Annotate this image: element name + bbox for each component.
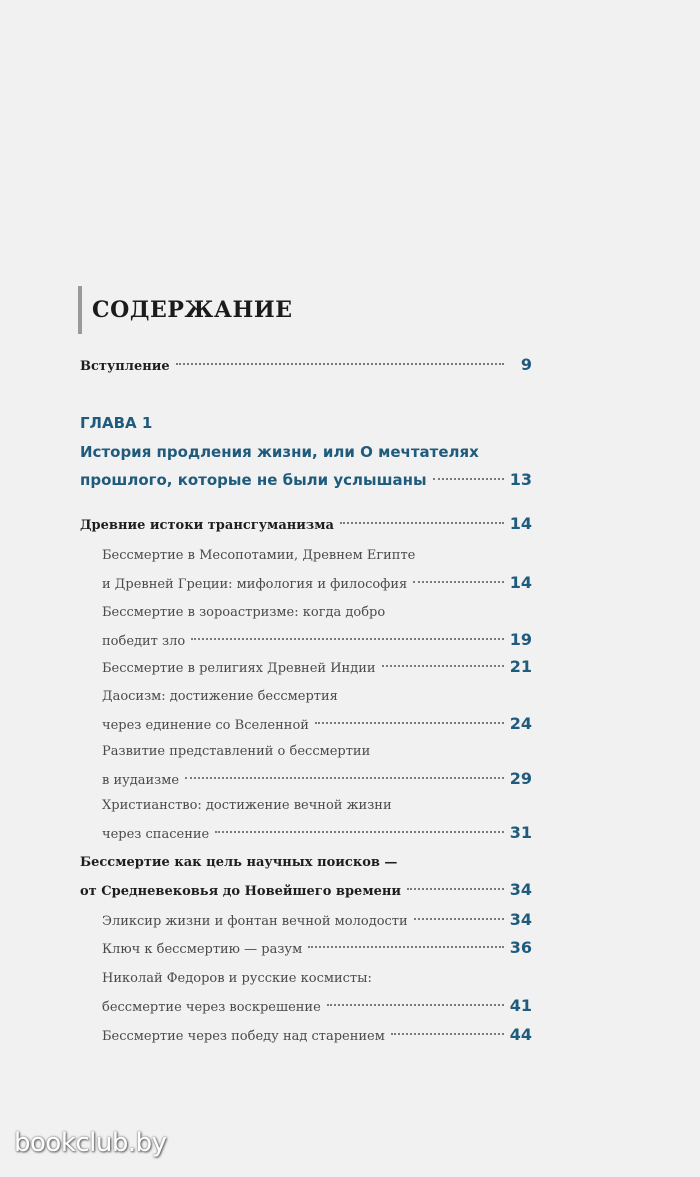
dot-leader <box>215 831 504 833</box>
toc-entry-subsection[interactable] <box>80 792 532 846</box>
dot-leader <box>382 665 504 667</box>
dot-leader <box>413 581 504 583</box>
toc-entry-title: Эликсир жизни и фонтан вечной молодости <box>102 914 408 929</box>
toc-page-number: 24 <box>509 714 532 733</box>
dot-leader <box>315 722 504 724</box>
toc-entry-section[interactable] <box>80 849 532 903</box>
toc-entry-title: бессмертие через воскрешение <box>102 1000 321 1015</box>
toc-entry-subsection[interactable] <box>80 542 532 596</box>
toc-entry-section[interactable] <box>80 510 532 537</box>
dot-leader <box>340 522 504 524</box>
toc-entry-title: Древние истоки трансгуманизма <box>80 518 334 533</box>
toc-entry-intro[interactable] <box>80 351 532 378</box>
toc-entry-subsection[interactable] <box>80 599 532 653</box>
dot-leader <box>433 478 504 480</box>
toc-entry-chapter[interactable] <box>80 439 532 493</box>
chapter-title-line: прошлого, которые не были услышаны <box>80 471 427 489</box>
chapter-title-line: История продления жизни, или О мечтателях <box>80 443 479 461</box>
toc-page-number: 14 <box>509 514 532 533</box>
dot-leader <box>414 918 504 920</box>
dot-leader <box>176 363 504 365</box>
toc-entry-title: Бессмертие как цель научных поисков — <box>80 855 398 870</box>
toc-entry-subsection[interactable] <box>80 653 532 680</box>
toc-page-number: 34 <box>509 910 532 929</box>
dot-leader <box>391 1033 504 1035</box>
toc-entry-title: победит зло <box>102 634 186 649</box>
toc-page-number: 14 <box>509 573 532 592</box>
toc-page-number: 29 <box>509 769 532 788</box>
toc-entry-subsection[interactable] <box>80 934 532 961</box>
toc-entry-title: Бессмертие в зороастризме: когда добро <box>102 605 386 620</box>
toc-entry-title: и Древней Греции: мифология и философия <box>102 577 408 592</box>
toc-entry-title: через спасение <box>102 827 210 842</box>
toc-entry-title: Ключ к бессмертию — разум <box>102 942 303 957</box>
toc-page-number: 44 <box>509 1025 532 1044</box>
toc-entry-title: Николай Федоров и русские космисты: <box>102 971 372 986</box>
toc-page-number: 31 <box>509 823 532 842</box>
dot-leader <box>327 1004 504 1006</box>
dot-leader <box>308 946 504 948</box>
toc-entry-title: Даосизм: достижение бессмертия <box>102 689 338 704</box>
chapter-label: ГЛАВА 1 <box>80 414 153 432</box>
dot-leader <box>191 638 504 640</box>
toc-entry-subsection[interactable] <box>80 906 532 933</box>
dot-leader <box>407 888 504 890</box>
toc-entry-title: Христианство: достижение вечной жизни <box>102 798 392 813</box>
toc-page-number: 13 <box>509 470 532 489</box>
page-title: СОДЕРЖАНИЕ <box>78 286 293 334</box>
toc-entry-title: через единение со Вселенной <box>102 718 309 733</box>
toc-entry-subsection[interactable] <box>80 965 532 1019</box>
toc-entry-title: Вступление <box>80 359 170 374</box>
toc-entry-title: Развитие представлений о бессмертии <box>102 744 371 759</box>
toc-entry-subsection[interactable] <box>80 738 532 792</box>
toc-entry-subsection[interactable] <box>80 1021 532 1048</box>
toc-page-number: 34 <box>509 880 532 899</box>
dot-leader <box>185 777 504 779</box>
toc-entry-title: Бессмертие в Месопотамии, Древнем Египте <box>102 548 416 563</box>
toc-entry-title: Бессмертие в религиях Древней Индии <box>102 661 376 676</box>
toc-page-number: 41 <box>509 996 532 1015</box>
toc-page-number: 21 <box>509 657 532 676</box>
toc-entry-title: Бессмертие через победу над старением <box>102 1029 385 1044</box>
toc-page-number: 9 <box>520 355 532 374</box>
site-watermark: bookclub.by <box>14 1128 167 1158</box>
toc-entry-title: в иудаизме <box>102 773 180 788</box>
toc-entry-title: от Средневековья до Новейшего времени <box>80 884 402 899</box>
toc-entry-subsection[interactable] <box>80 683 532 737</box>
toc-page-number: 19 <box>509 630 532 649</box>
toc-page-number: 36 <box>509 938 532 957</box>
